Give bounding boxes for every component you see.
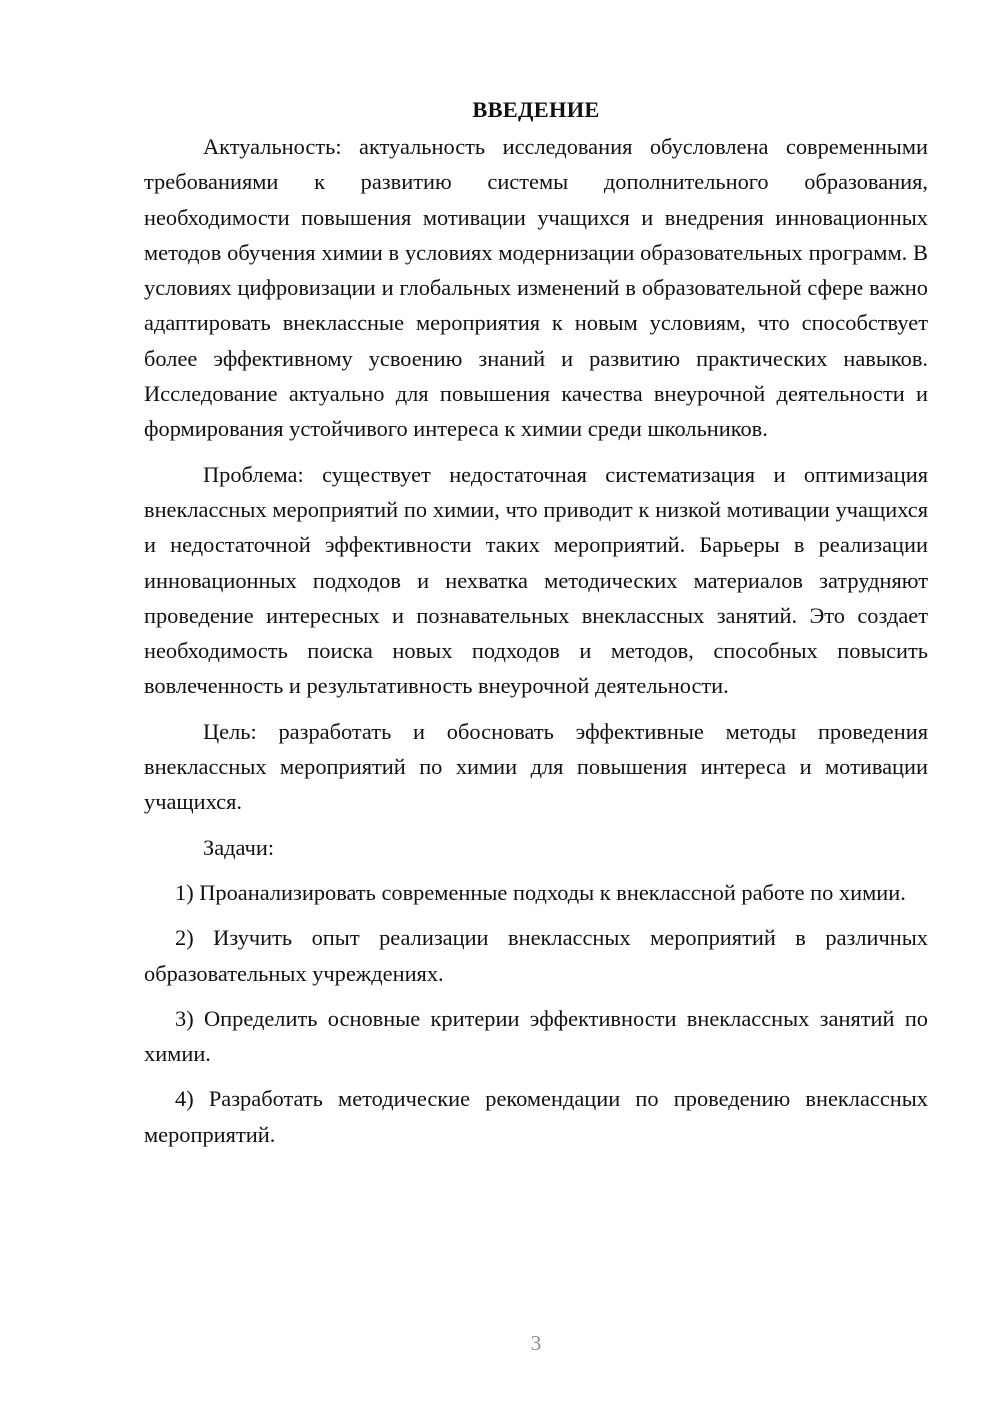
section-title: ВВЕДЕНИЕ	[472, 97, 600, 122]
task-item-3: 3) Определить основные критерии эффективности внеклассных занятий по химии.	[144, 1005, 928, 1067]
task-item-4: 4) Разработать методические рекомендации по проведению внеклассных мероприятий.	[144, 1086, 928, 1147]
document-page	[144, 92, 928, 1162]
relevance-paragraph: Актуальность: актуальность исследования обусловлена современными требованиями к развитию системы дополнительного образования, необходимости повышения мотивации учащихся и внедрения инновационных методов обучения химии в условиях модернизации образовательных программ. В условиях цифровизации и глобальных изменений в образовательной сфере важно адаптировать внеклассные мероприятия к новым условиям, что способствует более эффективному усвоению знаний и развитию практических навыков. Исследование актуально для повышения качества внеурочной деятельности и формирования устойчивого интереса к химии среди школьников.	[144, 134, 928, 442]
task-item-1: 1) Проанализировать современные подходы к внеклассной работе по химии.	[175, 879, 906, 905]
goal-paragraph: Цель: разработать и обосновать эффективные методы проведения внеклассных мероприятий по химии для повышения интереса и мотивации учащихся.	[144, 718, 928, 815]
task-item-2: 2) Изучить опыт реализации внеклассных мероприятий в различных образовательных учреждениях.	[144, 925, 928, 986]
page-number: 3	[530, 1331, 542, 1355]
tasks-heading: Задачи:	[203, 834, 275, 860]
problem-paragraph: Проблема: существует недостаточная систематизация и оптимизация внеклассных мероприятий по химии, что приводит к низкой мотивации учащихся и недостаточной эффективности таких мероприятий. Барьеры в реализации инновационных подходов и нехватка методических материалов затрудняют проведение интересных и познавательных внеклассных занятий. Это создает необходимость поиска новых подходов и методов, способных повысить вовлеченность и результативность внеурочной деятельности.	[144, 461, 928, 699]
